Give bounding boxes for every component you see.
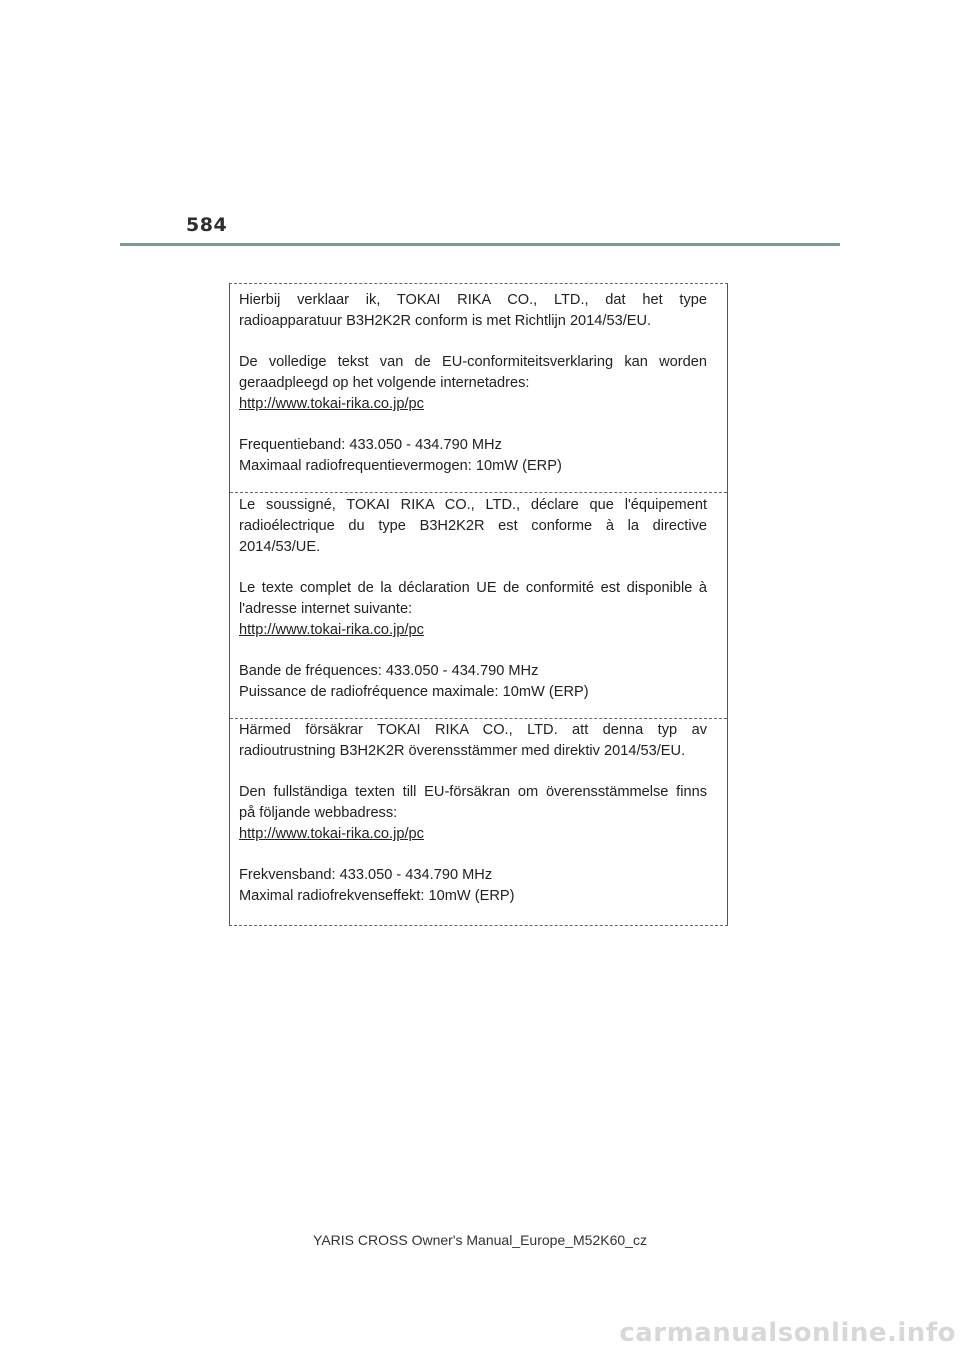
declaration-box — [229, 283, 728, 926]
swedish-url-link[interactable]: http://www.tokai-rika.co.jp/pc — [239, 826, 424, 842]
french-frequency-band: Bande de fréquences: 433.050 - 434.790 MHz — [239, 663, 539, 679]
declaration-dutch — [230, 290, 727, 477]
dutch-line-1: Hierbij verklaar ik, TOKAI RIKA CO., LTD., dat het type — [239, 292, 707, 308]
french-line-3: 2014/53/UE. — [239, 539, 321, 555]
swedish-frequency-band: Frekvensband: 433.050 - 434.790 MHz — [239, 867, 493, 883]
french-max-power: Puissance de radiofréquence maximale: 10mW (ERP) — [239, 684, 589, 700]
section-divider — [230, 492, 727, 493]
french-line-5: l'adresse internet suivante: — [239, 601, 413, 617]
section-divider — [230, 718, 727, 719]
french-line-1: Le soussigné, TOKAI RIKA CO., LTD., déclare que l'équipement — [239, 497, 707, 513]
swedish-line-2: radioutrustning B3H2K2R överensstämmer med direktiv 2014/53/EU. — [239, 743, 686, 759]
dutch-line-2: radioapparatuur B3H2K2R conform is met Richtlijn 2014/53/EU. — [239, 313, 652, 329]
page-number: 584 — [186, 214, 228, 236]
swedish-max-power: Maximal radiofrekvenseffekt: 10mW (ERP) — [239, 888, 515, 904]
manual-footer: YARIS CROSS Owner's Manual_Europe_M52K60_cz — [313, 1232, 647, 1248]
header-rule — [120, 243, 840, 246]
french-line-2: radioélectrique du type B3H2K2R est conforme à la directive — [239, 518, 707, 534]
swedish-line-3: Den fullständiga texten till EU-försäkran om överensstämmelse finns — [239, 784, 707, 800]
watermark: carmanualsonline.info — [619, 1318, 956, 1348]
dutch-line-4: geraadpleegd op het volgende internetadres: — [239, 375, 530, 391]
french-line-4: Le texte complet de la déclaration UE de conformité est disponible à — [239, 580, 707, 596]
french-url-link[interactable]: http://www.tokai-rika.co.jp/pc — [239, 622, 424, 638]
declaration-french — [230, 495, 727, 703]
dutch-line-3: De volledige tekst van de EU-conformiteitsverklaring kan worden — [239, 354, 707, 370]
swedish-line-4: på följande webbadress: — [239, 805, 398, 821]
dutch-frequency-band: Frequentieband: 433.050 - 434.790 MHz — [239, 437, 502, 453]
declaration-swedish — [230, 720, 727, 907]
dutch-max-power: Maximaal radiofrequentievermogen: 10mW (ERP) — [239, 458, 562, 474]
dutch-url-link[interactable]: http://www.tokai-rika.co.jp/pc — [239, 396, 424, 412]
swedish-line-1: Härmed försäkrar TOKAI RIKA CO., LTD. att denna typ av — [239, 722, 707, 738]
